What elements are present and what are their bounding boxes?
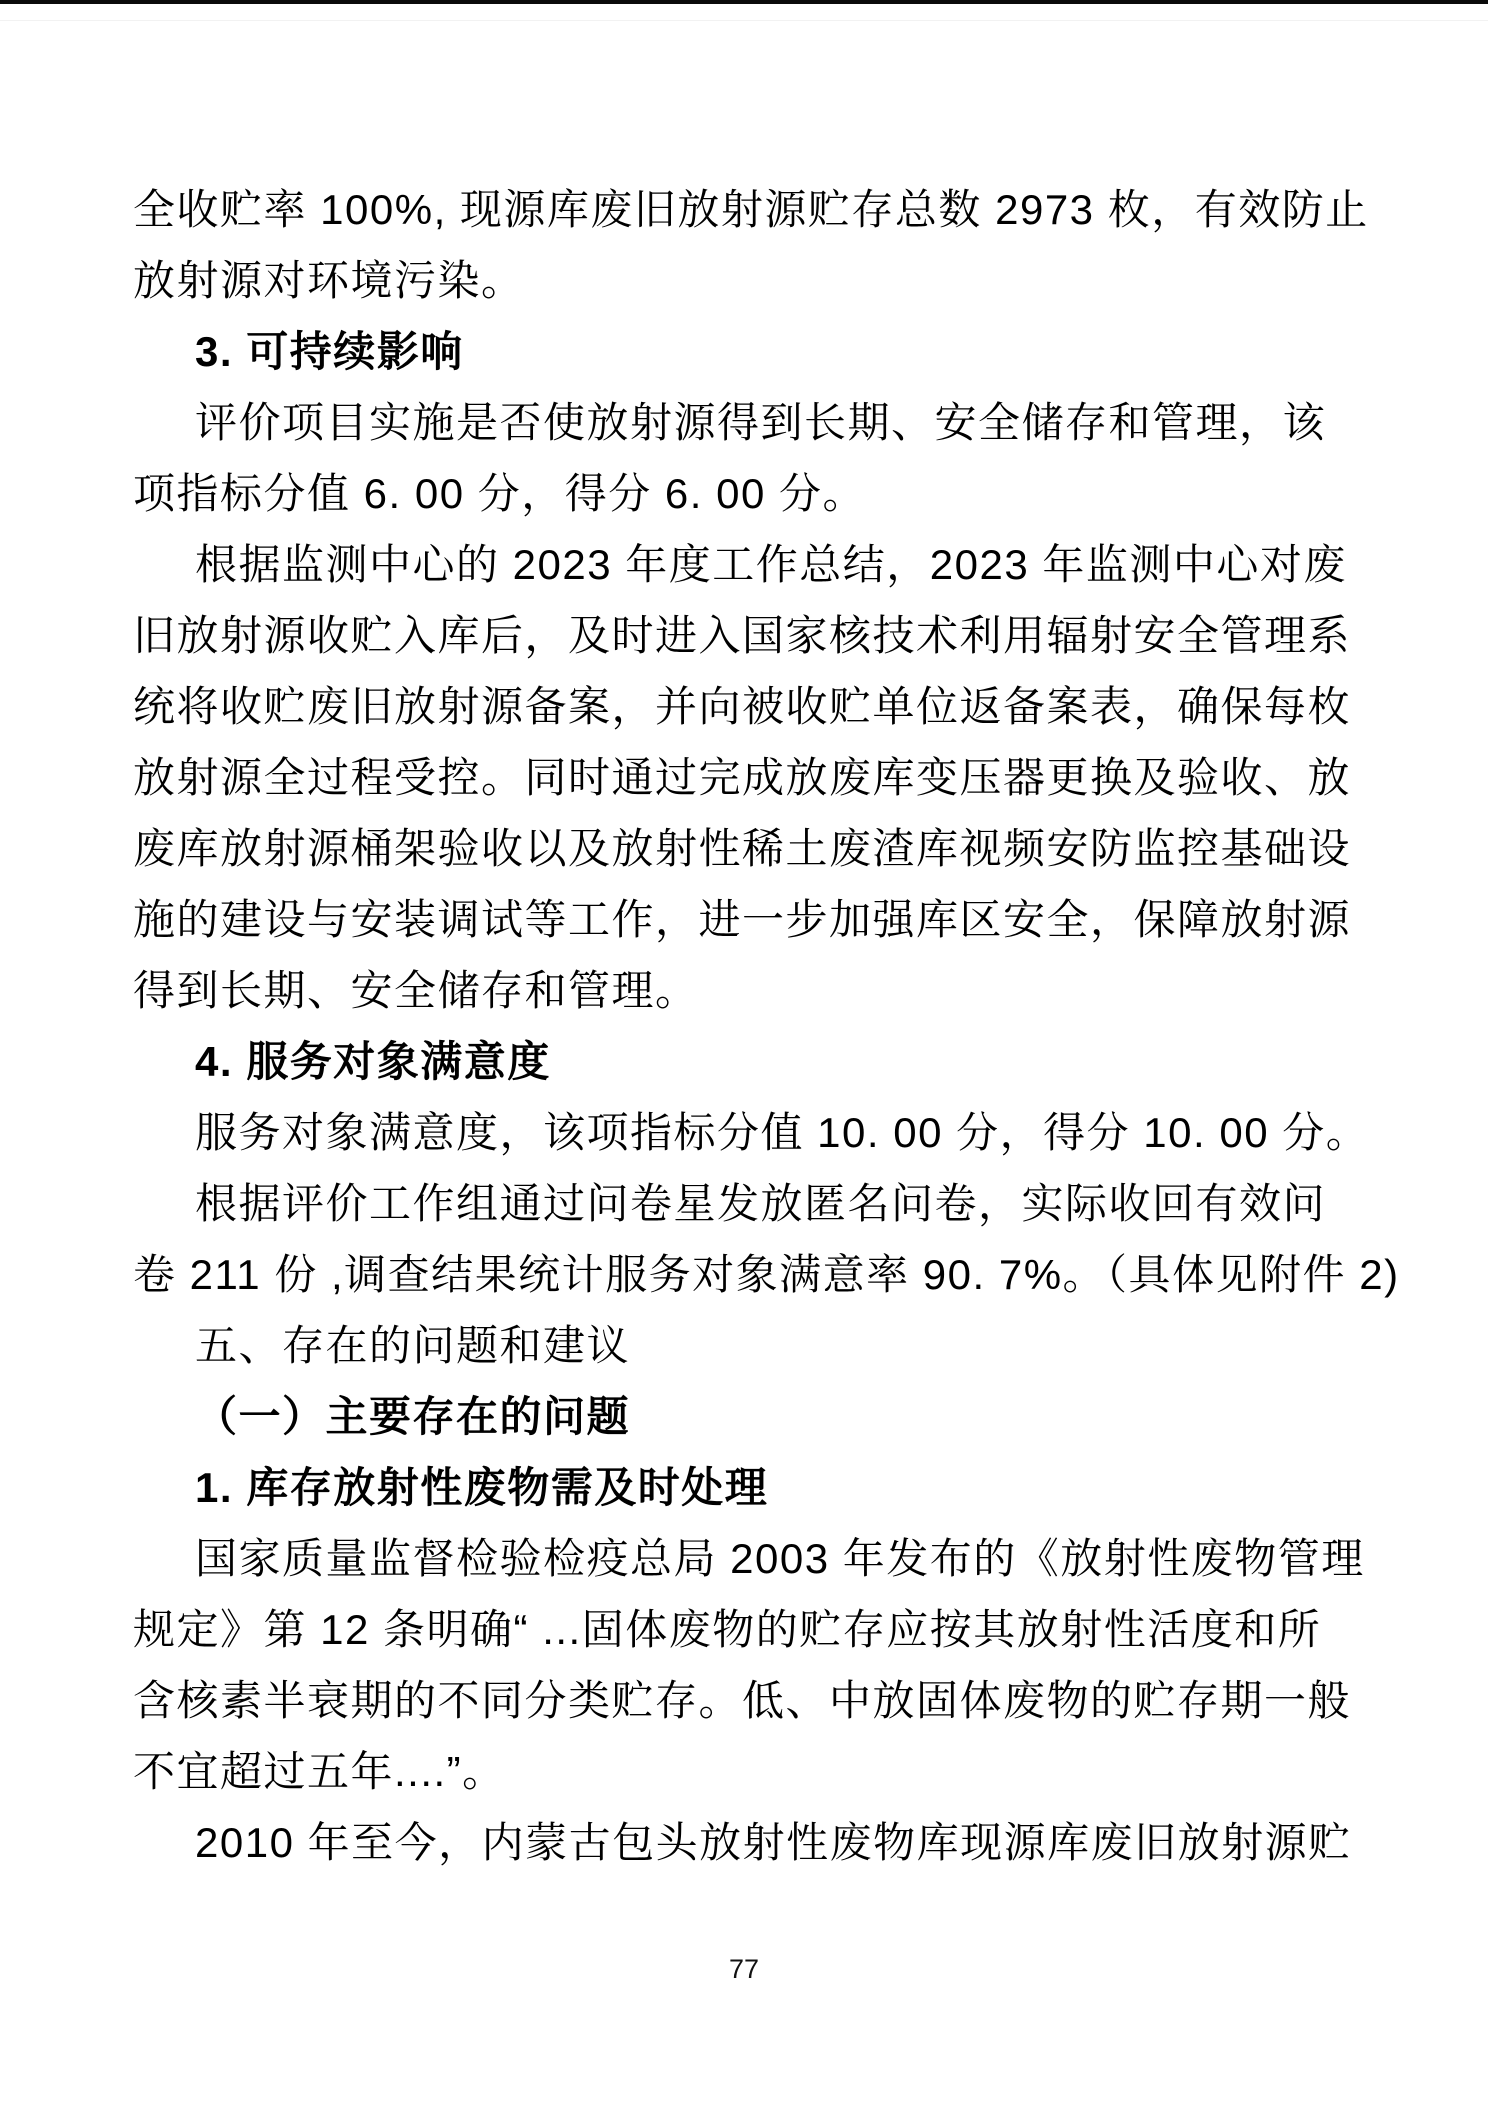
text-line: 卷 211 份 ,调查结果统计服务对象满意率 90. 7%。（具体见附件 2) [133, 1251, 1400, 1298]
scan-edge-shadow [0, 20, 1488, 21]
scan-edge-top [0, 0, 1488, 4]
page-number: 77 [728, 1954, 760, 1984]
text-line: 不宜超过五年....”。 [133, 1748, 506, 1795]
text-line: 根据监测中心的 2023 年度工作总结，2023 年监测中心对废 [195, 541, 1347, 588]
text-line: 放射源对环境污染。 [133, 257, 525, 304]
text-line: 五、存在的问题和建议 [195, 1322, 631, 1369]
text-line: 根据评价工作组通过问卷星发放匿名问卷，实际收回有效问 [195, 1180, 1327, 1227]
text-content [133, 174, 1400, 1878]
text-line: 放射源全过程受控。同时通过完成放废库变压器更换及验收、放 [133, 754, 1352, 801]
text-line: 施的建设与安装调试等工作，进一步加强库区安全，保障放射源 [133, 896, 1352, 943]
text-line: 废库放射源桶架验收以及放射性稀土废渣库视频安防监控基础设 [133, 825, 1352, 872]
section-heading-line: 4. 服务对象满意度 [195, 1038, 551, 1085]
text-line: 评价项目实施是否使放射源得到长期、安全储存和管理，该 [195, 399, 1327, 446]
text-line: 旧放射源收贮入库后，及时进入国家核技术利用辐射安全管理系 [133, 612, 1352, 659]
text-line: 得到长期、安全储存和管理。 [133, 967, 699, 1014]
text-line: 规定》第 12 条明确“ ...固体废物的贮存应按其放射性活度和所 [133, 1606, 1322, 1653]
text-line: 项指标分值 6. 00 分，得分 6. 00 分。 [133, 470, 867, 517]
text-line: 含核素半衰期的不同分类贮存。低、中放固体废物的贮存期一般 [133, 1677, 1352, 1724]
text-line: 国家质量监督检验检疫总局 2003 年发布的《放射性废物管理 [195, 1535, 1365, 1582]
text-line: 全收贮率 100%, 现源库废旧放射源贮存总数 2973 枚，有效防止 [133, 186, 1369, 233]
text-line: 2010 年至今，内蒙古包头放射性废物库现源库废旧放射源贮 [195, 1819, 1352, 1866]
section-heading-line: （一）主要存在的问题 [195, 1393, 631, 1440]
text-line: 统将收贮废旧放射源备案，并向被收贮单位返备案表，确保每枚 [133, 683, 1352, 730]
text-line: 服务对象满意度，该项指标分值 10. 00 分，得分 10. 00 分。 [195, 1109, 1370, 1156]
section-heading-line: 1. 库存放射性废物需及时处理 [195, 1464, 769, 1511]
section-heading-line: 3. 可持续影响 [195, 328, 464, 375]
